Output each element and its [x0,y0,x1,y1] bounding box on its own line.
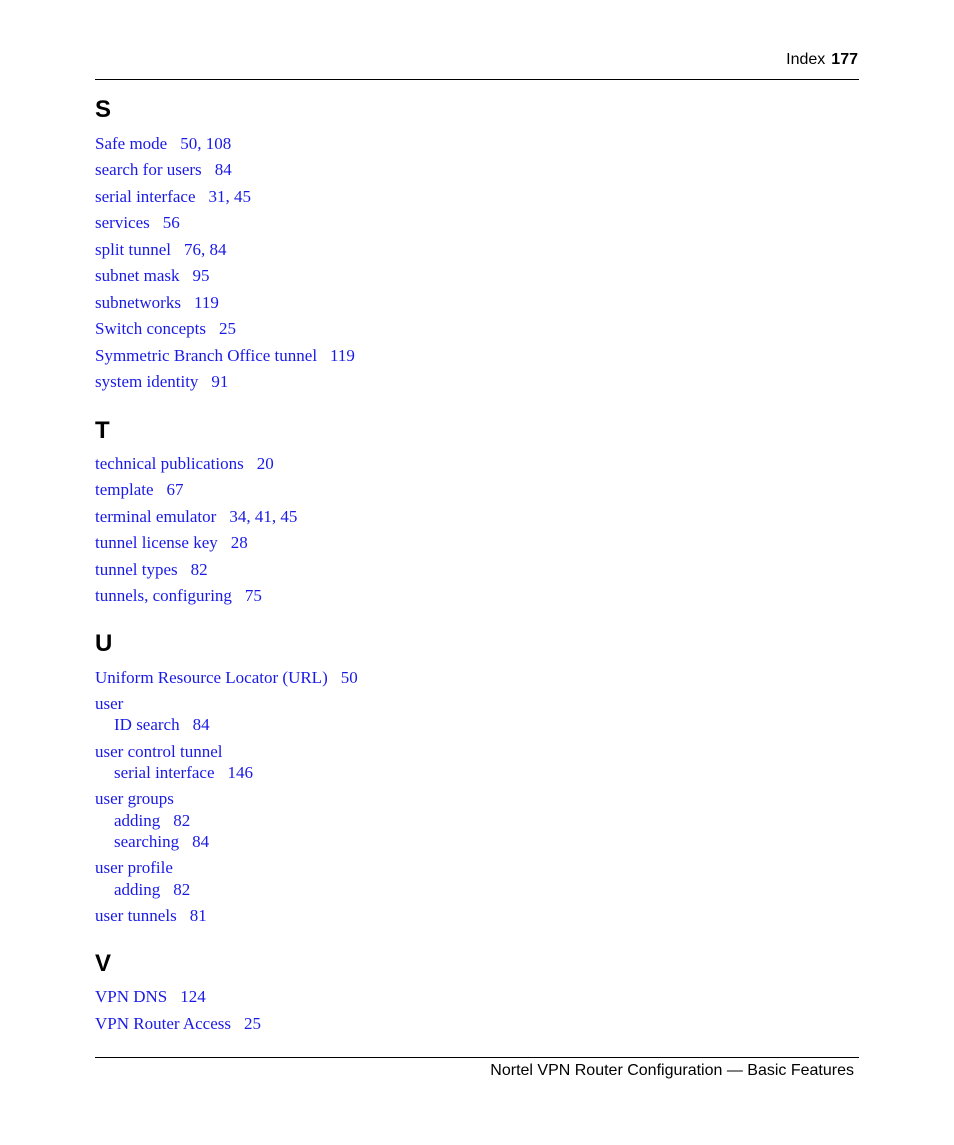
page-header [786,51,858,69]
index-subentry[interactable]: serial interface 146 [114,763,254,782]
index-entry[interactable]: user [95,694,124,713]
index-entry[interactable]: serial interface 31, 45 [95,187,252,206]
index-entry[interactable]: VPN Router Access 25 [95,1014,261,1033]
index-entry[interactable]: template 67 [95,480,184,499]
index-entry[interactable]: user control tunnel [95,742,223,761]
index-entry[interactable]: subnetworks 119 [95,293,219,312]
index-entry[interactable]: Switch concepts 25 [95,319,236,338]
index-entry[interactable]: terminal emulator 34, 41, 45 [95,507,298,526]
index-entry[interactable]: search for users 84 [95,160,232,179]
header-page-number: 177 [831,51,858,68]
index-entry[interactable]: VPN DNS 124 [95,987,206,1006]
index-subentry[interactable]: ID search 84 [114,715,210,734]
index-subentry[interactable]: adding 82 [114,880,191,899]
index-entry[interactable]: system identity 91 [95,372,229,391]
index-entry[interactable]: technical publications 20 [95,454,274,473]
index-entry[interactable]: user profile [95,858,173,877]
index-entry[interactable]: tunnel license key 28 [95,533,248,552]
index-entry[interactable]: tunnel types 82 [95,560,208,579]
header-section: Index [786,51,826,68]
section-letter-v: V [95,950,112,977]
index-entry[interactable]: Safe mode 50, 108 [95,134,232,153]
index-subentry[interactable]: adding 82 [114,811,191,830]
footer-rule [95,1057,859,1058]
index-entry[interactable]: Symmetric Branch Office tunnel 119 [95,346,355,365]
section-letter-u: U [95,630,113,657]
header-rule [95,79,859,80]
index-entry[interactable]: Uniform Resource Locator (URL) 50 [95,668,358,687]
section-letter-t: T [95,417,110,444]
section-letter-s: S [95,96,112,123]
index-entry[interactable]: user tunnels 81 [95,906,207,925]
index-entry[interactable]: services 56 [95,213,180,232]
footer-title: Nortel VPN Router Configuration — Basic Features [490,1062,854,1079]
index-entry[interactable]: user groups [95,789,174,808]
index-entry[interactable]: tunnels, configuring 75 [95,586,262,605]
index-entry[interactable]: subnet mask 95 [95,266,210,285]
index-subentry[interactable]: searching 84 [114,832,210,851]
index-entry[interactable]: split tunnel 76, 84 [95,240,227,259]
